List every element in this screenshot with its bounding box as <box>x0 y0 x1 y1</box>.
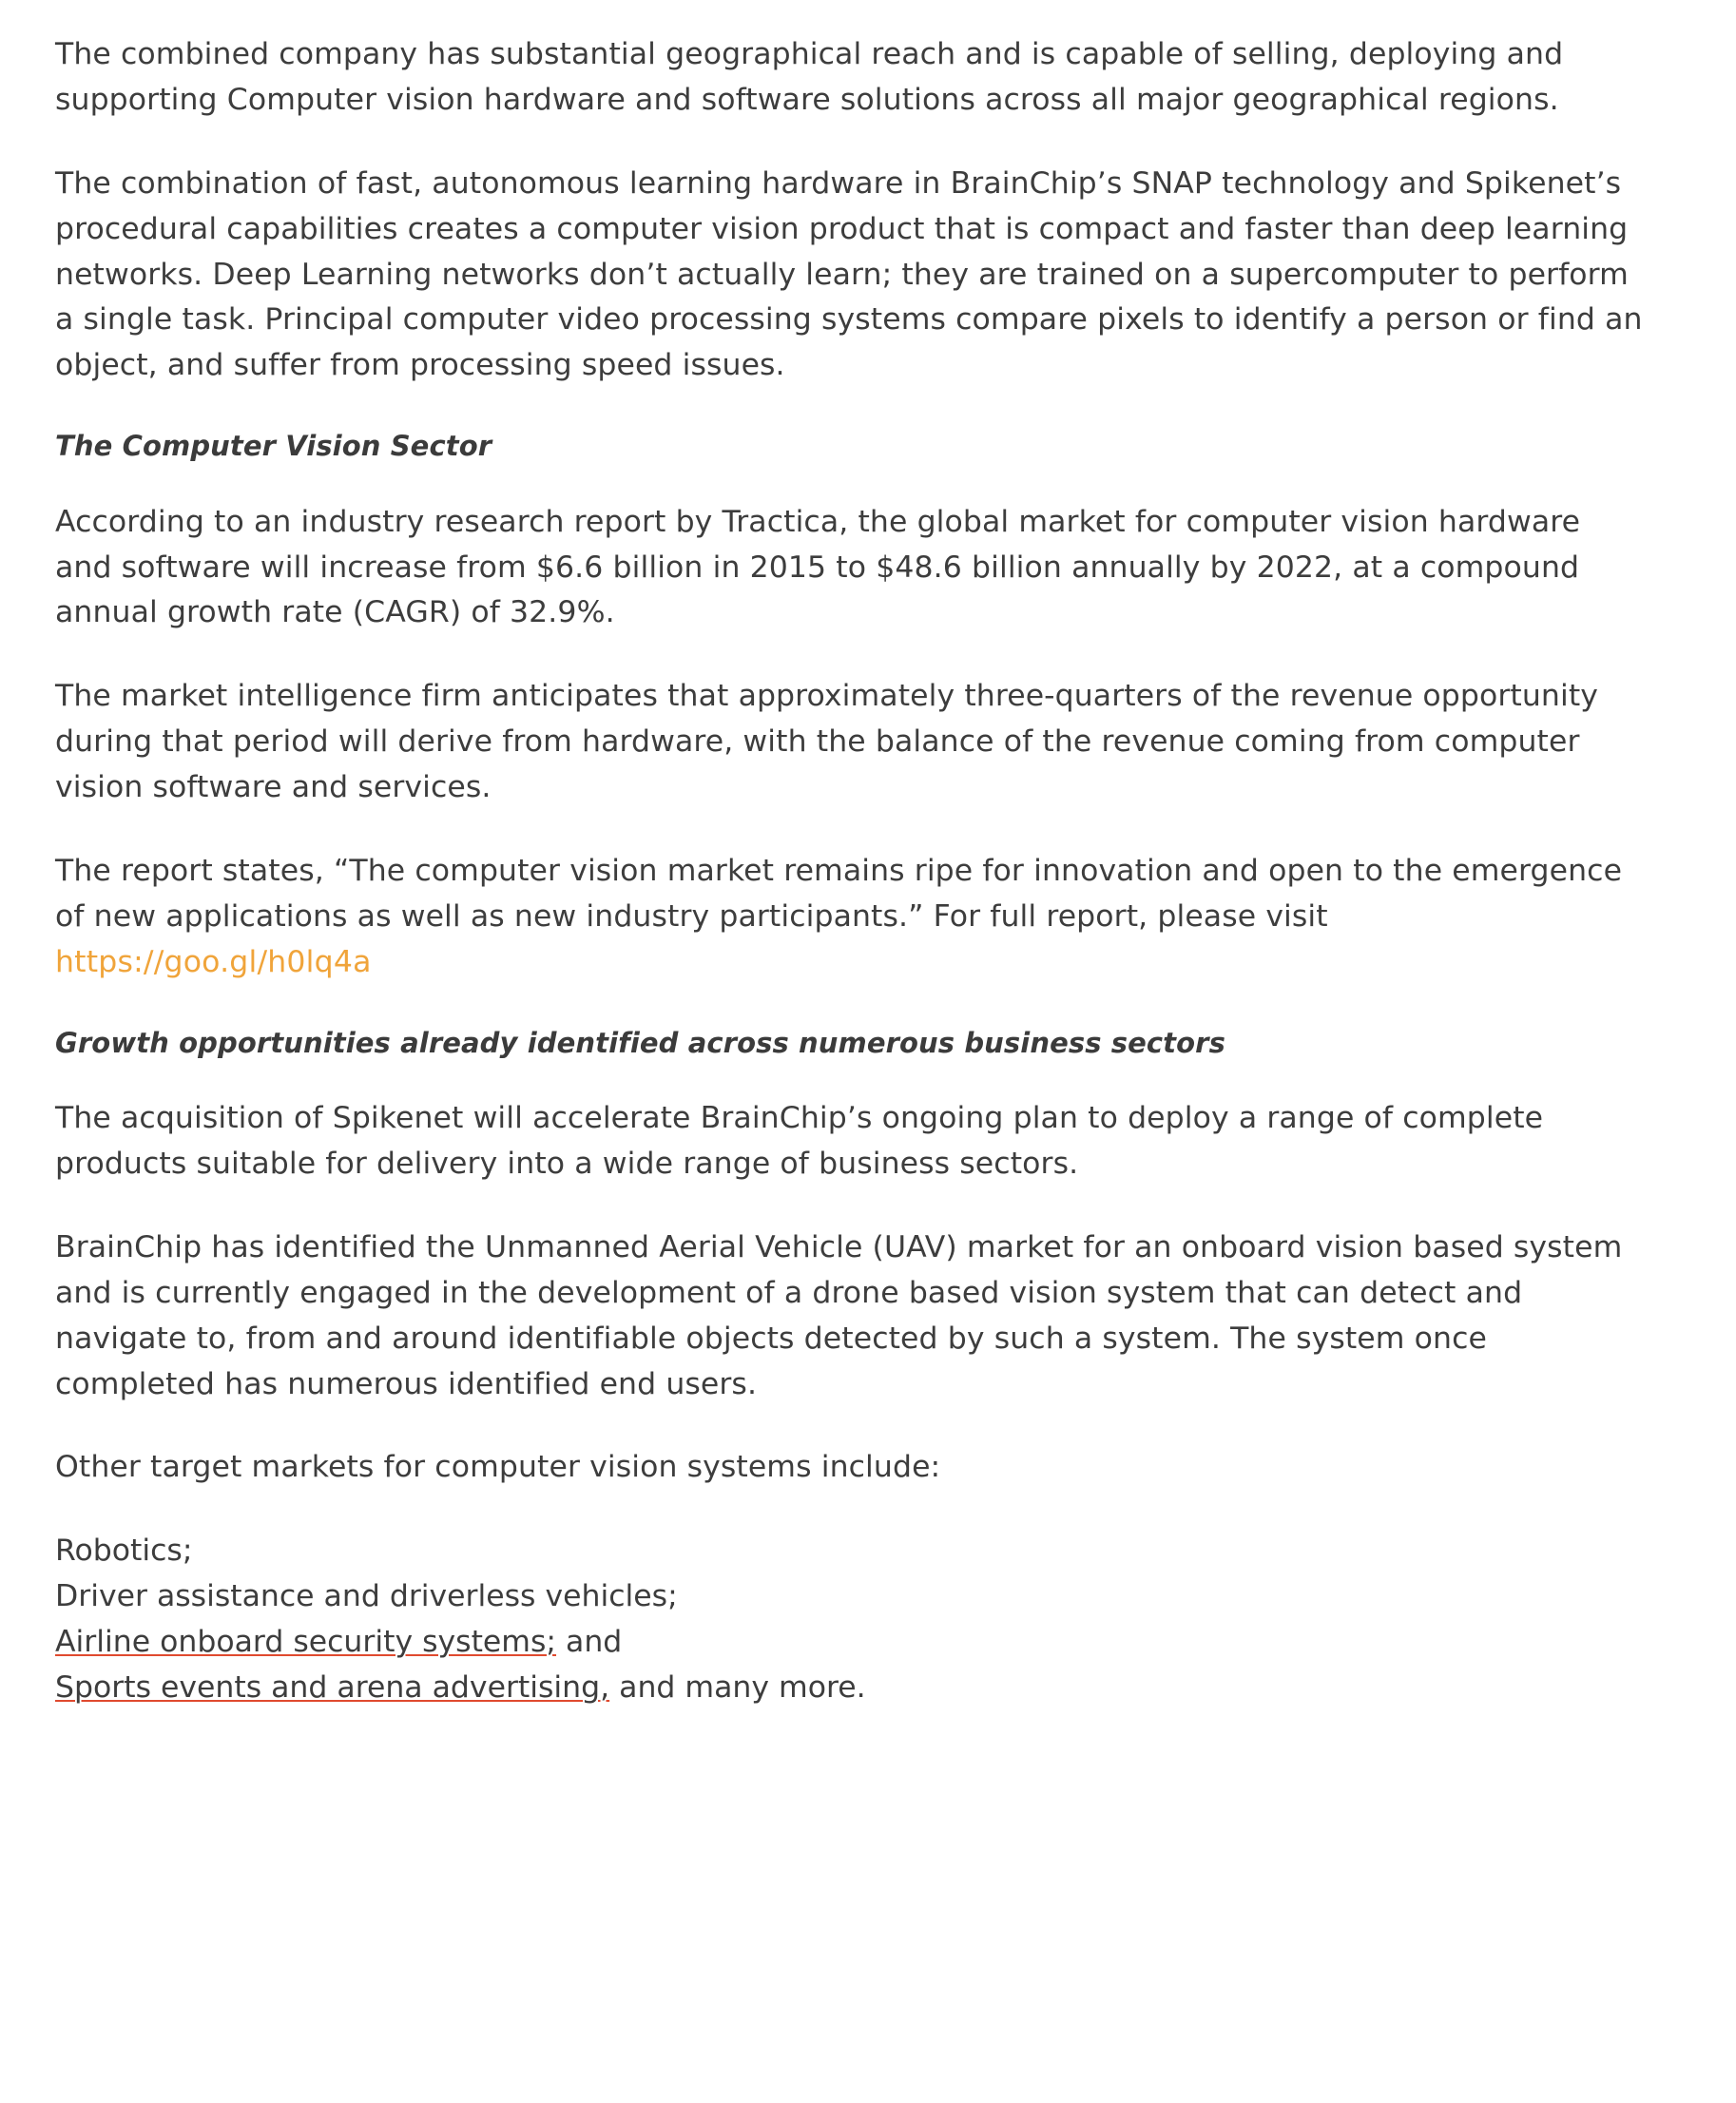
list-item-driver-assistance: Driver assistance and driverless vehicles; <box>55 1579 678 1614</box>
paragraph-other-target-markets: Other target markets for computer vision systems include: <box>55 1450 941 1485</box>
spellcheck-underlined-airline: Airline onboard security systems; <box>55 1625 557 1660</box>
target-markets-list <box>55 1529 1645 1711</box>
list-item-robotics: Robotics; <box>55 1534 193 1569</box>
paragraph-snap-combination: The combination of fast, autonomous learning hardware in BrainChip’s SNAP technology and Spikenet’s procedural capabilities creates a computer vision product that is compact and faster than deep learning networks. Deep Learning networks don’t actually learn; they are trained on a supercomputer to perform a single task. Principal computer video processing systems compare pixels to identify a person or find an object, and suffer from processing speed issues. <box>55 165 1643 383</box>
heading-computer-vision-sector: The Computer Vision Sector <box>55 430 492 463</box>
report-quote-text: The report states, “The computer vision market remains ripe for innovation and open to the emergence of new applications as well as new industry participants.” For full report, please visit <box>55 853 1623 934</box>
paragraph-report-quote <box>55 849 1645 986</box>
spellcheck-underlined-sports: Sports events and arena advertising, <box>55 1669 610 1705</box>
list-item-airline-tail: and <box>556 1625 623 1660</box>
list-item-sports-tail: and many more. <box>609 1669 866 1705</box>
full-report-link[interactable]: https://goo.gl/h0lq4a <box>55 944 372 979</box>
paragraph-spikenet-acquisition: The acquisition of Spikenet will accelerate BrainChip’s ongoing plan to deploy a range of complete products suitable for delivery into a wide range of business sectors. <box>55 1101 1544 1182</box>
list-item-sports-events <box>55 1666 1645 1711</box>
list-item-airline-security <box>55 1620 1645 1666</box>
paragraph-geographical-reach: The combined company has substantial geographical reach and is capable of selling, deploying and supporting Computer vision hardware and software solutions across all major geographical regions. <box>55 37 1564 117</box>
heading-growth-opportunities: Growth opportunities already identified across numerous business sectors <box>55 1026 1225 1059</box>
paragraph-uav-market: BrainChip has identified the Unmanned Aerial Vehicle (UAV) market for an onboard vision based system and is currently engaged in the development of a drone based vision system that can detect and navigate to, from and around identifiable objects detected by such a system. The system once completed has numerous identified end users. <box>55 1229 1623 1401</box>
paragraph-revenue-split: The market intelligence firm anticipates that approximately three-quarters of the revenue opportunity during that period will derive from hardware, with the balance of the revenue coming from computer vision software and services. <box>55 679 1599 805</box>
paragraph-tractica-market: According to an industry research report by Tractica, the global market for computer vision hardware and software will increase from $6.6 billion in 2015 to $48.6 billion annually by 2022, at a compound annual growth rate (CAGR) of 32.9%. <box>55 504 1581 630</box>
